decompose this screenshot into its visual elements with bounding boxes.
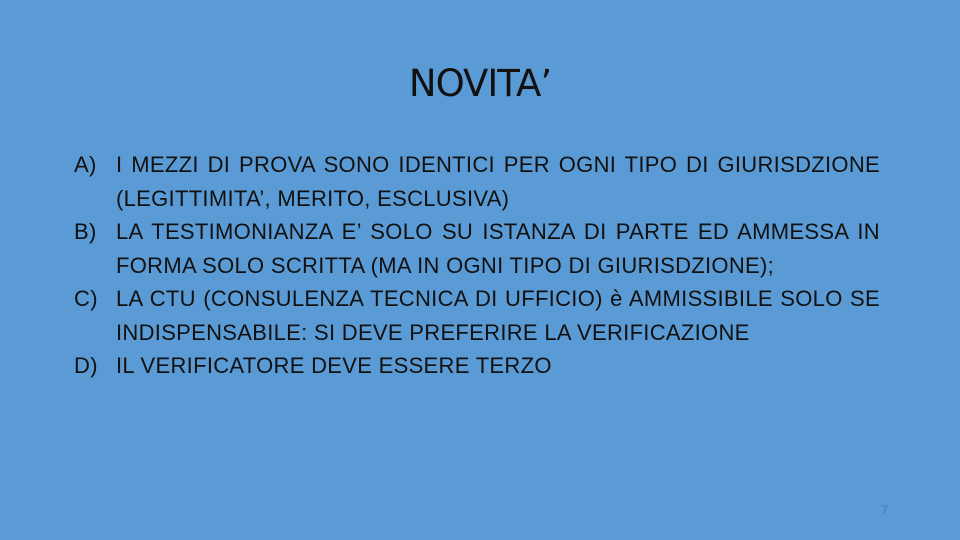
list-item-marker: C)	[74, 286, 98, 311]
list-item-text: LA TESTIMONIANZA E’ SOLO SU ISTANZA DI PARTE ED AMMESSA IN FORMA SOLO SCRITTA (MA IN OGNI TIPO DI GIURISDZIONE);	[116, 219, 880, 278]
list-item	[74, 349, 880, 383]
novelty-list	[74, 148, 880, 383]
page-number: 7	[881, 503, 888, 517]
list-item-text: LA CTU (CONSULENZA TECNICA DI UFFICIO) è AMMISSIBILE SOLO SE INDISPENSABILE: SI DEVE PREFERIRE LA VERIFICAZIONE	[116, 286, 880, 345]
list-item-marker: D)	[74, 353, 98, 378]
list-item	[74, 282, 880, 349]
slide-title: NOVITA’	[408, 62, 552, 105]
list-item	[74, 215, 880, 282]
list-item-text: I MEZZI DI PROVA SONO IDENTICI PER OGNI TIPO DI GIURISDZIONE (LEGITTIMITA’, MERITO, ESCLUSIVA)	[116, 152, 880, 211]
list-item	[74, 148, 880, 215]
list-item-text: IL VERIFICATORE DEVE ESSERE TERZO	[116, 353, 552, 378]
list-item-marker: A)	[74, 152, 97, 177]
list-item-marker: B)	[74, 219, 97, 244]
